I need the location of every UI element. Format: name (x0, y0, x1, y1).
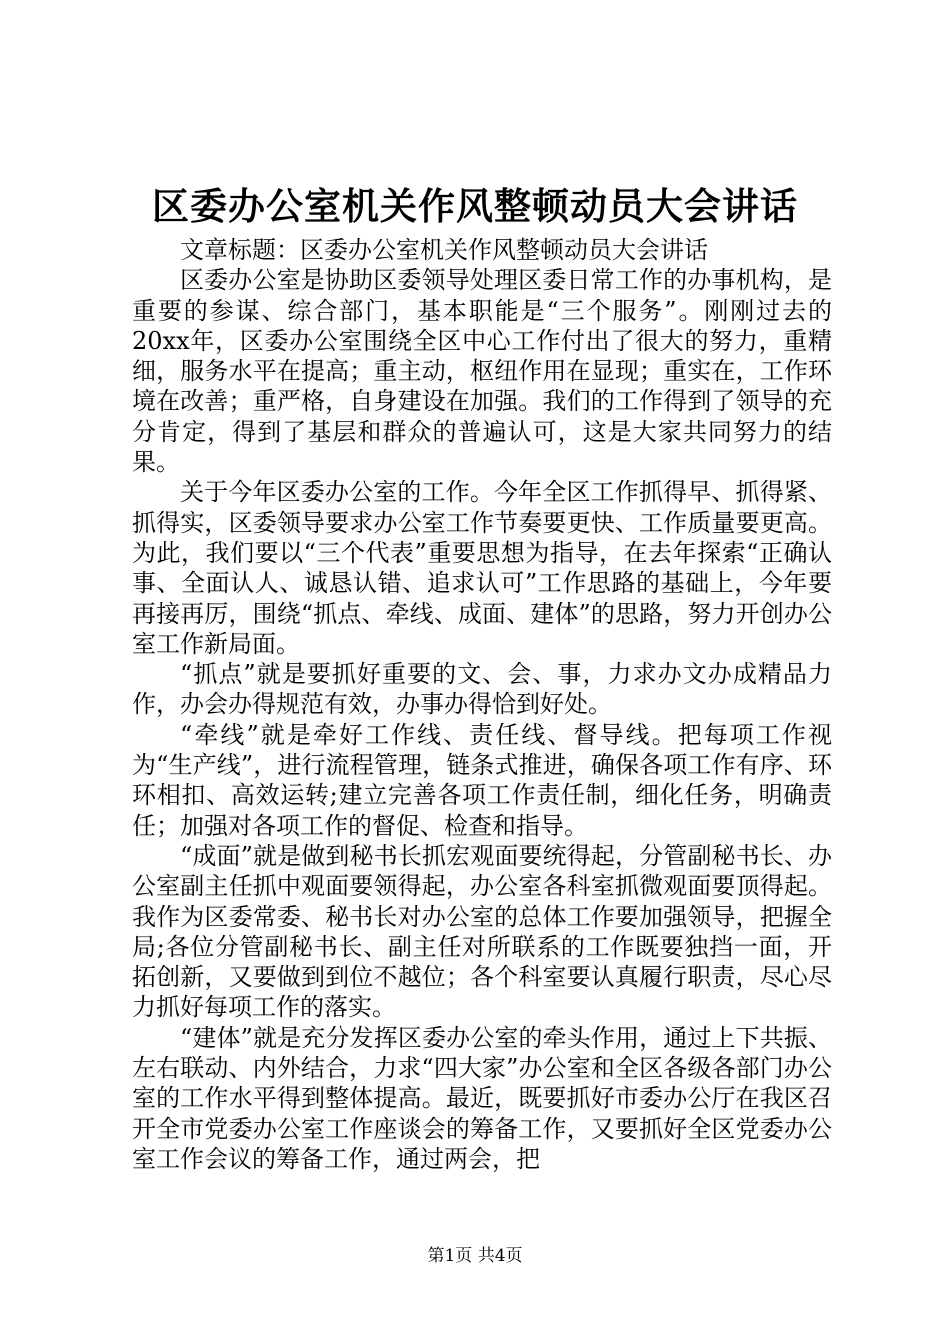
paragraph-zhuadian: “抓点”就是要抓好重要的文、会、事，力求办文办成精品力作，办会办得规范有效，办事办得恰到好处。 (132, 660, 832, 719)
page-footer: 第1页 共4页 (427, 1246, 523, 1266)
document-title: 区委办公室机关作风整顿动员大会讲话 (152, 184, 798, 228)
article-title-line: 文章标题：区委办公室机关作风整顿动员大会讲话 (180, 236, 708, 264)
paragraph-qianxian: “牵线”就是牵好工作线、责任线、督导线。把每项工作视为“生产线”，进行流程管理，链条式推进，确保各项工作有序、环环相扣、高效运转;建立完善各项工作责任制，细化任务，明确责任；加强对各项工作的督促、检查和指导。 (132, 720, 832, 840)
paragraph-intro: 区委办公室是协助区委领导处理区委日常工作的办事机构，是重要的参谋、综合部门，基本职能是“三个服务”。刚刚过去的20xx年，区委办公室围绕全区中心工作付出了很大的努力，重精细，服务水平在提高；重主动，枢纽作用在显现；重实在，工作环境在改善；重严格，自身建设在加强。我们的工作得到了领导的充分肯定，得到了基层和群众的普遍认可，这是大家共同努力的结果。 (132, 266, 832, 477)
document-body (132, 235, 832, 1174)
paragraph-this-year-work: 关于今年区委办公室的工作。今年全区工作抓得早、抓得紧、抓得实，区委领导要求办公室工作节奏要更快、工作质量要更高。为此，我们要以“三个代表”重要思想为指导，在去年探索“正确认事、全面认人、诚恳认错、追求认可”工作思路的基础上，今年要再接再厉，围绕“抓点、牵线、成面、建体”的思路，努力开创办公室工作新局面。 (132, 478, 832, 658)
paragraph-jianti: “建体”就是充分发挥区委办公室的牵头作用，通过上下共振、左右联动、内外结合，力求“四大家”办公室和全区各级各部门办公室的工作水平得到整体提高。最近，既要抓好市委办公厅在我区召开全市党委办公室工作座谈会的筹备工作，又要抓好全区党委办公室工作会议的筹备工作，通过两会，把 (132, 1023, 832, 1173)
paragraph-chengmian: “成面”就是做到秘书长抓宏观面要统得起，分管副秘书长、办公室副主任抓中观面要领得起，办公室各科室抓微观面要顶得起。我作为区委常委、秘书长对办公室的总体工作要加强领导，把握全局;各位分管副秘书长、副主任对所联系的工作既要独挡一面，开拓创新，又要做到到位不越位；各个科室要认真履行职责，尽心尽力抓好每项工作的落实。 (132, 841, 832, 1022)
